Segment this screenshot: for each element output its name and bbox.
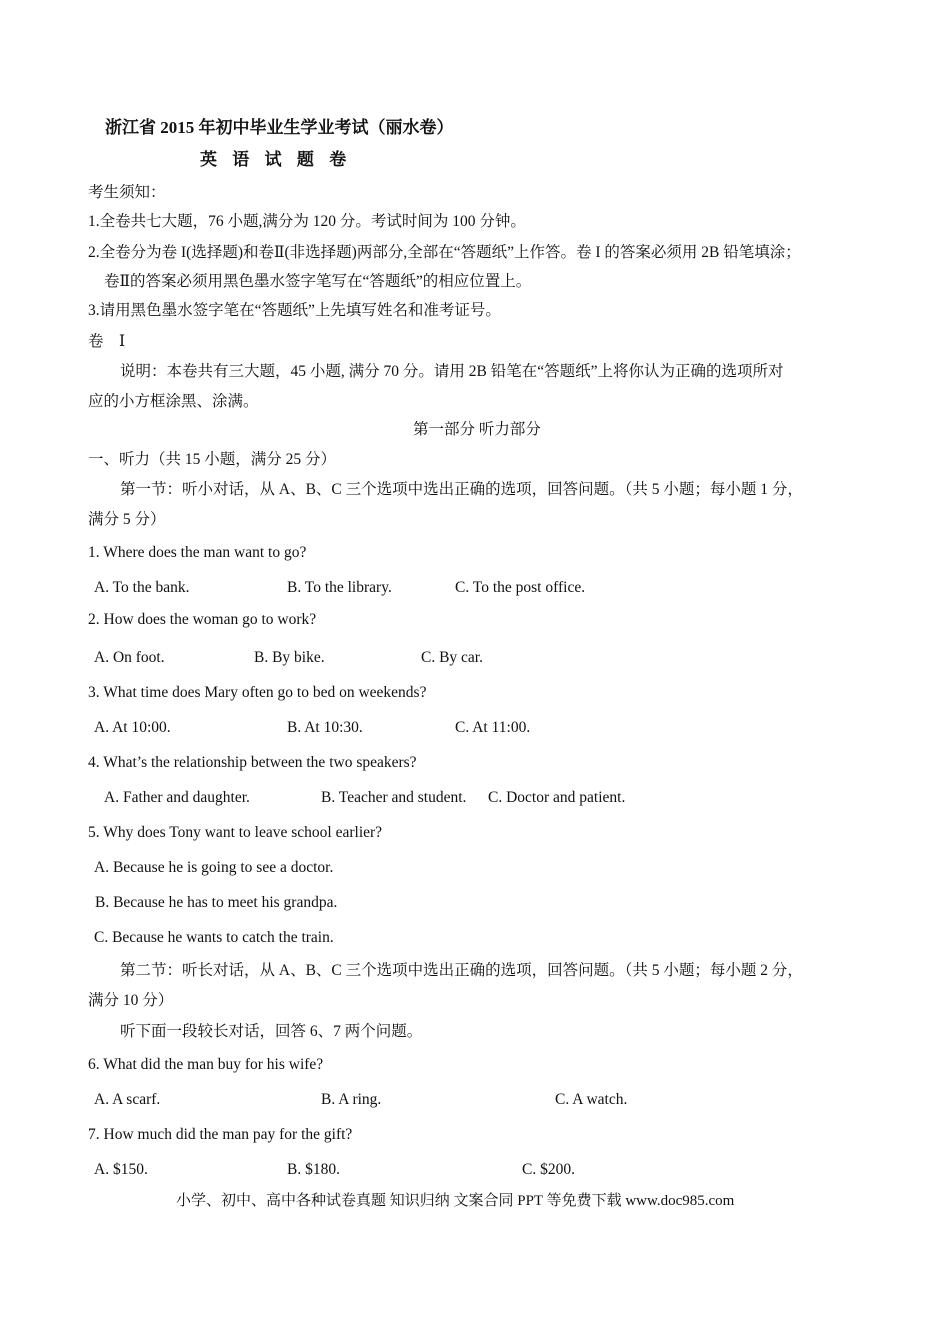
section-2-instruction: 第二节：听长对话，从 A、B、C 三个选项中选出正确的选项，回答问题。（共 5 小题；每小题 2 分， (120, 962, 803, 979)
section-2-note: 听下面一段较长对话，回答 6、7 两个问题。 (120, 1023, 423, 1040)
question-5: 5. Why does Tony want to leave school earlier? (88, 824, 383, 841)
q6-option-c: C. A watch. (555, 1091, 628, 1108)
q3-option-b: B. At 10:30. (287, 719, 363, 736)
notice-item-1: 1.全卷共七大题，76 小题,满分为 120 分。考试时间为 100 分钟。 (88, 213, 526, 230)
exam-title: 浙江省 2015 年初中毕业生学业考试（丽水卷） (105, 118, 454, 137)
volume-desc-line-1: 说明：本卷共有三大题，45 小题, 满分 70 分。请用 2B 铅笔在“答题纸”上将你认为正确的选项所对 (120, 363, 784, 380)
notice-item-2: 2.全卷分为卷 I(选择题)和卷Ⅱ(非选择题)两部分,全部在“答题纸”上作答。卷 I 的答案必须用 2B 铅笔填涂； (88, 244, 801, 261)
volume-label: 卷 Ⅰ (88, 333, 126, 350)
question-1: 1. Where does the man want to go? (88, 544, 307, 561)
question-3: 3. What time does Mary often go to bed on weekends? (88, 684, 427, 701)
question-4: 4. What’s the relationship between the two speakers? (88, 754, 417, 771)
exam-subtitle: 英语试题卷 (200, 150, 362, 169)
part-heading: 第一部分 听力部分 (413, 421, 541, 438)
section-title: 一、听力（共 15 小题，满分 25 分） (88, 451, 337, 468)
q4-option-a: A. Father and daughter. (104, 789, 250, 806)
section-1-instruction-cont: 满分 5 分） (88, 511, 166, 528)
q4-option-c: C. Doctor and patient. (488, 789, 626, 806)
q5-option-b: B. Because he has to meet his grandpa. (95, 894, 338, 911)
q7-option-a: A. $150. (94, 1161, 148, 1178)
notice-heading: 考生须知： (88, 184, 166, 201)
q4-option-b: B. Teacher and student. (321, 789, 467, 806)
q2-option-a: A. On foot. (94, 649, 165, 666)
q7-option-c: C. $200. (522, 1161, 575, 1178)
q5-option-c: C. Because he wants to catch the train. (94, 929, 334, 946)
question-2: 2. How does the woman go to work? (88, 611, 317, 628)
question-6: 6. What did the man buy for his wife? (88, 1056, 324, 1073)
q2-option-b: B. By bike. (254, 649, 325, 666)
q6-option-b: B. A ring. (321, 1091, 382, 1108)
notice-item-2-cont: 卷Ⅱ的答案必须用黑色墨水签字笔写在“答题纸”的相应位置上。 (104, 273, 532, 290)
q1-option-a: A. To the bank. (94, 579, 190, 596)
q2-option-c: C. By car. (421, 649, 483, 666)
volume-desc-line-2: 应的小方框涂黑、涂满。 (88, 393, 259, 410)
section-2-instruction-cont: 满分 10 分） (88, 992, 174, 1009)
q6-option-a: A. A scarf. (94, 1091, 161, 1108)
q3-option-a: A. At 10:00. (94, 719, 171, 736)
q1-option-c: C. To the post office. (455, 579, 586, 596)
question-7: 7. How much did the man pay for the gift? (88, 1126, 353, 1143)
notice-item-3: 3.请用黑色墨水签字笔在“答题纸”上先填写姓名和准考证号。 (88, 302, 501, 319)
q1-option-b: B. To the library. (287, 579, 392, 596)
footer-text: 小学、初中、高中各种试卷真题 知识归纳 文案合同 PPT 等免费下载 www.doc985.com (176, 1193, 735, 1209)
q5-option-a: A. Because he is going to see a doctor. (94, 859, 334, 876)
q3-option-c: C. At 11:00. (455, 719, 531, 736)
q7-option-b: B. $180. (287, 1161, 340, 1178)
section-1-instruction: 第一节：听小对话，从 A、B、C 三个选项中选出正确的选项，回答问题。（共 5 小题；每小题 1 分， (120, 481, 803, 498)
